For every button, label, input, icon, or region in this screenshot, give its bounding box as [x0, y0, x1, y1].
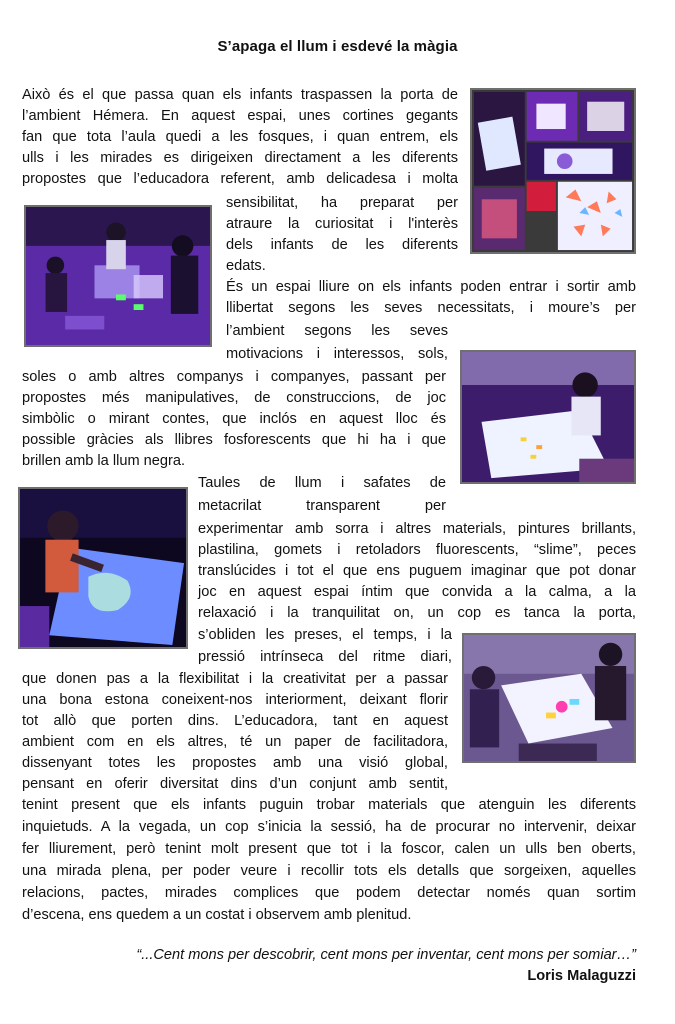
text-line: tot allò que porten dins. L’educadora, tant en aquest	[22, 713, 448, 729]
text-line: propostes més manipulatives, de construccions, de joc	[22, 390, 446, 406]
text-line: metacrilat transparent per	[198, 498, 446, 514]
text-line: motivacions i interessos, sols,	[226, 346, 448, 362]
text-line: possible gràcies als llibres fosforescents que hi ha i que	[22, 432, 446, 448]
text-line: propostes que l’educadora referent, amb delicadesa i molta	[22, 171, 458, 187]
text-line: translúcides i tot el que ens puguem imaginar que pot donar	[198, 563, 636, 579]
text-line: soles o amb altres companys i companyes, passant per	[22, 369, 446, 385]
text-line: ambient com en els altres, té un paper de facilitadora,	[22, 734, 448, 750]
text-line: edats.	[226, 258, 266, 274]
text-line: pressió intrínseca del ritme diari,	[198, 649, 452, 665]
text-line: fer lliurement, però tenint molt present que tot i la foscor, calen un ulls ben oberts,	[22, 841, 636, 857]
text-line: que donen pas a la flexibilitat i la creativitat per a passar	[22, 671, 448, 687]
text-line: l’ambient Hémera. En aquest espai, unes cortines gegants	[22, 108, 458, 124]
text-line: pensant en oferir diversitat dins d’un conjunt amb sentit,	[22, 776, 448, 792]
text-line: plastilina, gomets i retoladors fluorescents, “slime”, peces	[198, 542, 636, 558]
text-line: tenint present que els infants puguin trobar materials que atenguin les diferents	[22, 797, 636, 813]
text-line: dissenyant totes les propostes amb una visió global,	[22, 755, 448, 771]
photo-children-light-box	[462, 633, 636, 763]
text-line: l’ambient segons les seves	[226, 323, 448, 339]
photo-child-light-table	[460, 350, 636, 484]
text-line: experimentar amb sorra i altres materials, pintures brillants,	[198, 521, 636, 537]
text-line: dels infants de les diferents	[226, 237, 458, 253]
text-line: ulls i les mirades es dirigeixen directament a les diferents	[22, 150, 458, 166]
text-line: una bona estona coneixent-nos interiorment, deixant florir	[22, 692, 448, 708]
text-line: joc en aquest espai íntim que convida a la calma, a la	[198, 584, 636, 600]
text-line: relacions, pactes, mirades complices que podem detectar només quan sortim	[22, 885, 636, 901]
text-line: s’obliden les preses, el temps, i la	[198, 627, 452, 643]
text-line: brillen amb la llum negra.	[22, 453, 186, 469]
text-line: sensibilitat, ha preparat per	[226, 195, 458, 211]
text-line: simbòlic o mirant contes, que inclós en aquest lloc és	[22, 411, 446, 427]
quote-author: Loris Malaguzzi	[527, 968, 636, 984]
text-line: És un espai lliure on els infants poden entrar i sortir amb	[226, 279, 636, 295]
photo-children-floor-uv	[24, 205, 212, 347]
text-line: Taules de llum i safates de	[198, 475, 446, 491]
text-line: llibertat segons les seves necessitats, i moure’s per	[226, 300, 636, 316]
page-title: S’apaga el llum i esdevé la màgia	[217, 38, 458, 55]
text-line: d’escena, ens quedem a un costat i observem amb plenitud.	[22, 907, 412, 923]
quote: “...Cent mons per descobrir, cent mons per inventar, cent mons per somiar…”	[136, 947, 636, 963]
text-line: una mirada plena, per poder veure i recollir tots els detalls que sorgeixen, aquelles	[22, 863, 636, 879]
text-line: inquietuds. A la vegada, un cop s’inicia la sessió, ha de procurar no intervenir, deixar	[22, 819, 636, 835]
text-line: Això és el que passa quan els infants traspassen la porta de	[22, 87, 458, 103]
photo-collage-light-tables	[470, 88, 636, 254]
text-line: atraure la curiositat i l'interès	[226, 216, 458, 232]
text-line: fan que tota l’aula quedi a les fosques, i quan entrem, els	[22, 129, 458, 145]
photo-child-sand-tray	[18, 487, 188, 649]
text-line: relaxació i la tranquilitat on, un cop es tanca la porta,	[198, 605, 636, 621]
